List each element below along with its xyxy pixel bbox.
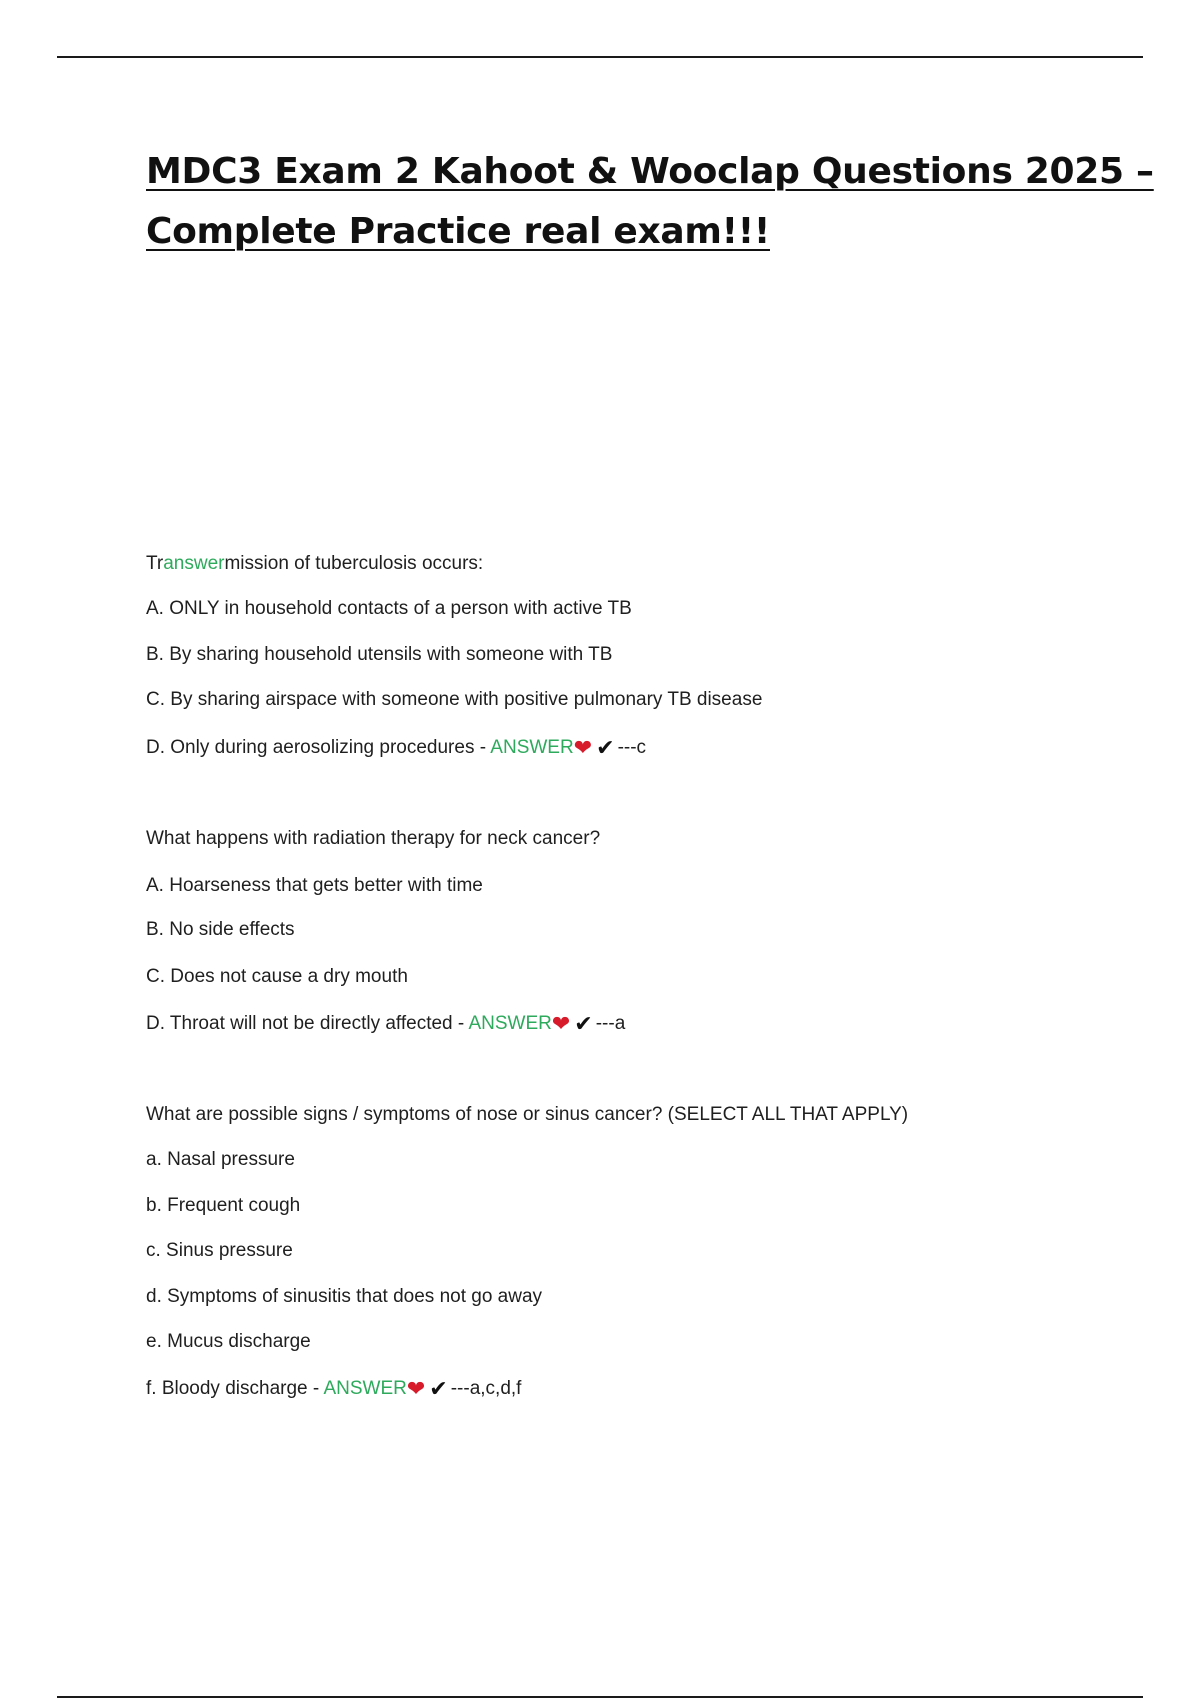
- answer-label: ANSWER: [323, 1378, 407, 1399]
- answer-label: ANSWER: [468, 1013, 552, 1034]
- question-1-stem: [146, 551, 483, 577]
- answer-label: ANSWER: [490, 737, 574, 758]
- stem-highlight: answer: [163, 553, 225, 574]
- option-f: f. Bloody discharge -: [146, 1378, 324, 1399]
- answer-value: ---a,c,d,f: [450, 1378, 522, 1399]
- option-d: d. Symptoms of sinusitis that does not go away: [146, 1286, 543, 1307]
- document-title: [146, 142, 1154, 262]
- option-d: D. Only during aerosolizing procedures -: [146, 737, 491, 758]
- option-b: B. By sharing household utensils with someone with TB: [146, 644, 613, 665]
- answer-value: ---a: [595, 1013, 626, 1034]
- check-icon: ✔: [574, 1011, 593, 1036]
- option-d-with-answer: [146, 1011, 625, 1037]
- option-a: a. Nasal pressure: [146, 1149, 295, 1170]
- option-c: C. By sharing airspace with someone with positive pulmonary TB disease: [146, 689, 763, 710]
- question-3-stem: What are possible signs / symptoms of nose or sinus cancer? (SELECT ALL THAT APPLY): [146, 1104, 909, 1125]
- heart-icon: ❤: [406, 1376, 426, 1401]
- title-line-2: Complete Practice real exam!!!: [146, 211, 770, 252]
- stem-text: mission of tuberculosis occurs:: [224, 553, 484, 574]
- answer-value: ---c: [617, 737, 647, 758]
- check-icon: ✔: [596, 735, 615, 760]
- option-d: D. Throat will not be directly affected -: [146, 1013, 469, 1034]
- option-d-with-answer: [146, 735, 646, 761]
- heart-icon: ❤: [573, 735, 593, 760]
- stem-text: Tr: [146, 553, 164, 574]
- option-b: B. No side effects: [146, 919, 295, 940]
- option-b: b. Frequent cough: [146, 1195, 301, 1216]
- title-line-1: MDC3 Exam 2 Kahoot & Wooclap Questions 2025 –: [146, 151, 1154, 192]
- option-f-with-answer: [146, 1376, 521, 1402]
- option-c: C. Does not cause a dry mouth: [146, 966, 408, 987]
- footer-rule: [57, 1696, 1143, 1698]
- option-a: A. Hoarseness that gets better with time: [146, 875, 483, 896]
- header-rule: [57, 56, 1143, 58]
- option-e: e. Mucus discharge: [146, 1331, 311, 1352]
- option-a: A. ONLY in household contacts of a person with active TB: [146, 598, 632, 619]
- heart-icon: ❤: [551, 1011, 571, 1036]
- option-c: c. Sinus pressure: [146, 1240, 293, 1261]
- question-2-stem: What happens with radiation therapy for neck cancer?: [146, 828, 601, 849]
- check-icon: ✔: [429, 1376, 448, 1401]
